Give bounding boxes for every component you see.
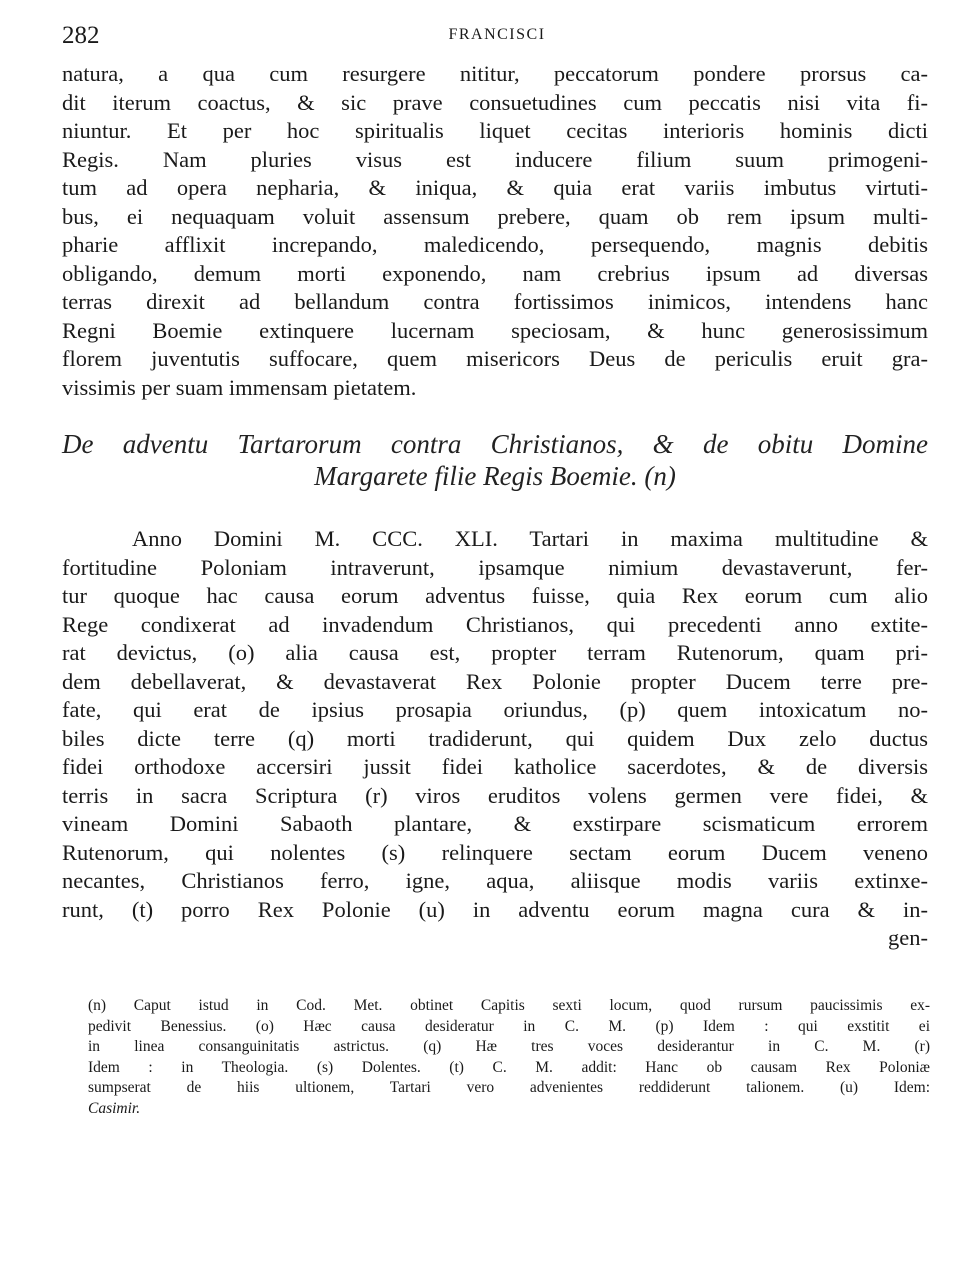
text-line: Rutenorum, qui nolentes (s) relinquere sectam eorum Ducem veneno (62, 839, 928, 865)
text-line: vissimis per suam immensam pietatem. (62, 374, 417, 400)
catchword: gen- (888, 925, 928, 950)
running-head: FRANCISCI (448, 26, 546, 43)
footnote-line: (n) Caput istud in Cod. Met. obtinet Capitis sexti locum, quod rursum paucissimis ex- (88, 997, 930, 1014)
text-line: terras direxit ad bellandum contra fortissimos inimicos, intendens hanc (62, 289, 928, 314)
text-line: rat devictus, (o) alia causa est, propter terram Rutenorum, quam pri- (62, 640, 928, 665)
text-line: pharie afflixit increpando, maledicendo, persequendo, magnis debitis (62, 232, 928, 257)
footnote-line: pedivit Benessius. (o) Hæc causa desideratur in C. M. (p) Idem : qui exstitit ei (88, 1017, 930, 1035)
footnote-line: Casimir. (88, 1099, 141, 1117)
text-line: Regni Boemie extinquere lucernam speciosam, & hunc generosissimum (62, 317, 928, 343)
text-line: fortitudine Poloniam intraverunt, ipsamque nimium devastaverunt, fer- (62, 554, 928, 580)
footnote-line: Idem : in Theologia. (s) Dolentes. (t) C. M. addit: Hanc ob causam Rex Poloniæ (88, 1058, 930, 1076)
footnote-line: sumpserat de hiis ultionem, Tartari vero advenientes reddiderunt talionem. (u) Idem: (88, 1079, 930, 1096)
paragraph-1 (62, 60, 928, 402)
text-line: Rege condixerat ad invadendum Christianos, qui precedenti anno extite- (62, 611, 928, 637)
text-line: Regis. Nam pluries visus est inducere filium suum primogeni- (62, 146, 928, 172)
text-line: niuntur. Et per hoc spiritualis liquet cecitas interioris hominis dicti (62, 118, 928, 143)
text-line: dem debellaverat, & devastaverat Rex Polonie propter Ducem terre pre- (62, 668, 928, 694)
text-line: bus, ei nequaquam voluit assensum prebere, quam ob rem ipsum multi- (62, 203, 928, 229)
text-line: tur quoque hac causa eorum adventus fuisse, quia Rex eorum cum alio (62, 583, 928, 608)
text-line: Anno Domini M. CCC. XLI. Tartari in maxima multitudine & (132, 526, 928, 551)
text-line: fate, qui erat de ipsius prosapia oriundus, (p) quem intoxicatum no- (62, 697, 928, 722)
text-line: tum ad opera nepharia, & iniqua, & quia erat variis imbutus virtuti- (62, 175, 928, 200)
text-line: vineam Domini Sabaoth plantare, & exstirpare scismaticum errorem (62, 811, 928, 836)
text-line: dit iterum coactus, & sic prave consuetudines cum peccatis nisi vita fi- (62, 89, 928, 115)
heading-line-1: De adventu Tartarorum contra Christianos, & de obitu Domine (62, 429, 928, 459)
footnotes (88, 996, 930, 1119)
text-line: runt, (t) porro Rex Polonie (u) in adventu eorum magna cura & in- (62, 896, 928, 922)
page-header (62, 22, 932, 52)
text-line: florem juventutis suffocare, quem misericors Deus de periculis eruit gra- (62, 346, 928, 371)
footnote-line: in linea consanguinitatis astrictus. (q) Hæ tres voces desiderantur in C. M. (r) (88, 1038, 930, 1055)
page-number: 282 (62, 22, 100, 49)
section-heading (62, 428, 928, 492)
text-line: fidei orthodoxe accersiri jussit fidei katholice sacerdotes, & de diversis (62, 754, 928, 779)
heading-line-2: Margarete filie Regis Boemie. (n) (314, 461, 676, 491)
text-line: obligando, demum morti exponendo, nam crebrius ipsum ad diversas (62, 260, 928, 286)
text-line: terris in sacra Scriptura (r) viros eruditos volens germen vere fidei, & (62, 782, 928, 808)
paragraph-2 (62, 525, 928, 953)
text-line: necantes, Christianos ferro, igne, aqua, aliisque modis variis extinxe- (62, 868, 928, 893)
text-line: natura, a qua cum resurgere nititur, peccatorum pondere prorsus ca- (62, 61, 928, 86)
text-line: biles dicte terre (q) morti tradiderunt, qui quidem Dux zelo ductus (62, 725, 928, 751)
